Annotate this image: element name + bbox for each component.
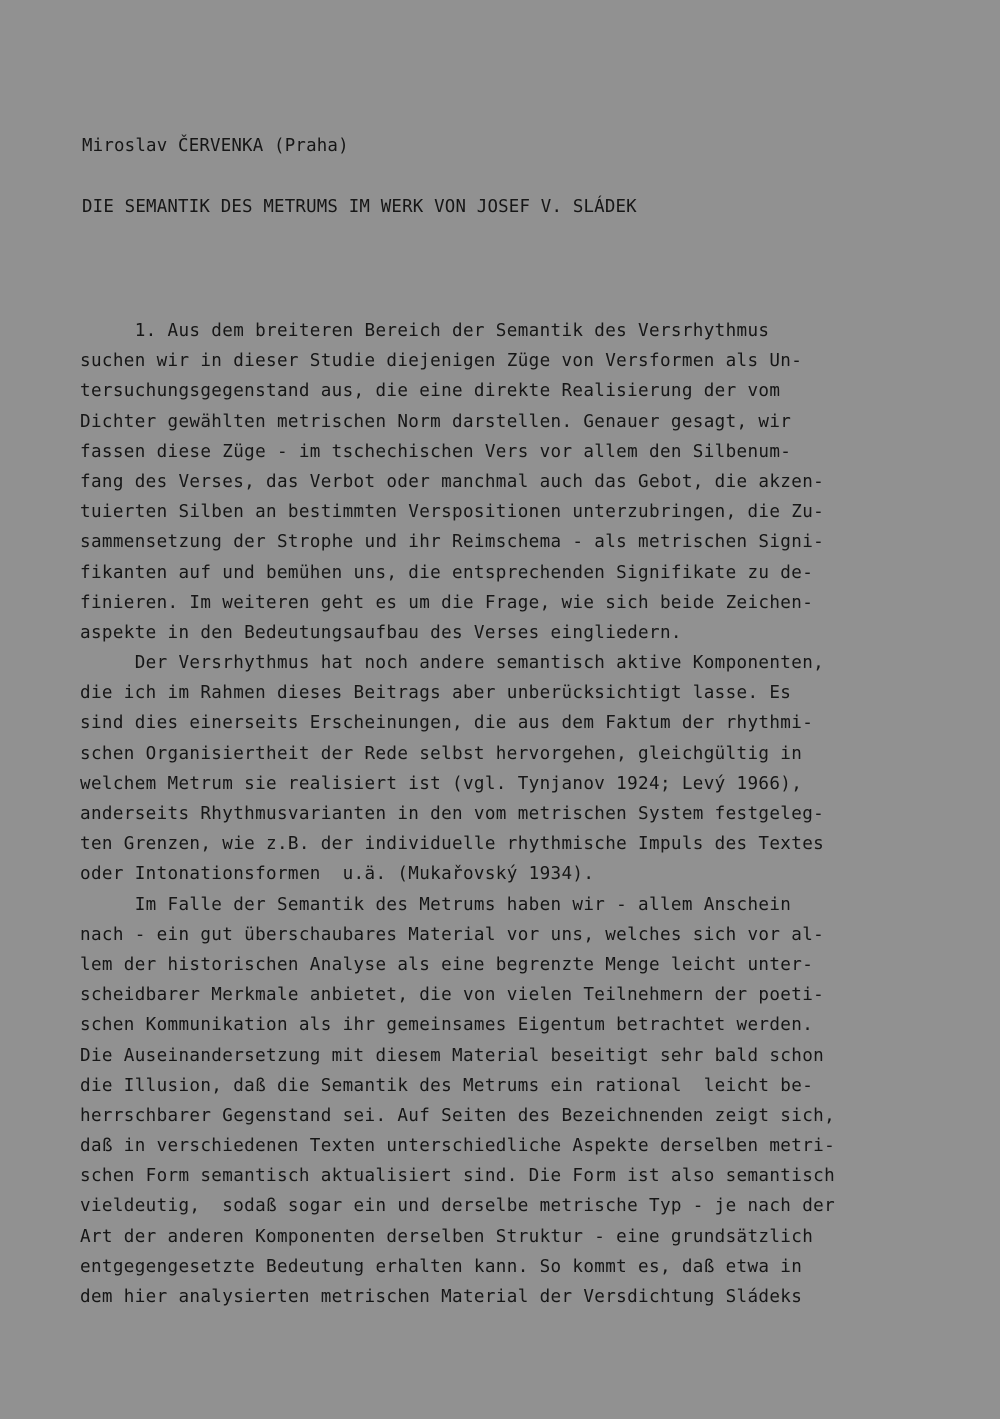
text-line: welchem Metrum sie realisiert ist (vgl. Tynjanov 1924; Levý 1966), xyxy=(80,773,803,794)
text-line: schen Form semantisch aktualisiert sind. Die Form ist also semantisch xyxy=(80,1166,836,1187)
text-line: sind dies einerseits Erscheinungen, die aus dem Faktum der rhythmi- xyxy=(80,713,814,734)
text-line: schen Organisiertheit der Rede selbst hervorgehen, gleichgültig in xyxy=(80,743,803,764)
text-line: lem der historischen Analyse als eine begrenzte Menge leicht unter- xyxy=(80,954,814,975)
text-line: tersuchungsgegenstand aus, die eine direkte Realisierung der vom xyxy=(80,381,781,402)
text-line: Die Auseinandersetzung mit diesem Material beseitigt sehr bald schon xyxy=(80,1045,825,1066)
text-line: scheidbarer Merkmale anbietet, die von vielen Teilnehmern der poeti- xyxy=(80,985,825,1006)
text-line: vieldeutig, sodaß sogar ein und derselbe metrische Typ - je nach der xyxy=(80,1196,836,1217)
text-line: finieren. Im weiteren geht es um die Frage, wie sich beide Zeichen- xyxy=(80,592,814,613)
text-line: fikanten auf und bemühen uns, die entsprechenden Signifikate zu de- xyxy=(80,562,814,583)
text-line: Art der anderen Komponenten derselben Struktur - eine grundsätzlich xyxy=(80,1226,814,1247)
text-line: tuierten Silben an bestimmten Verspositionen unterzubringen, die Zu- xyxy=(80,502,825,523)
text-line: entgegengesetzte Bedeutung erhalten kann. So kommt es, daß etwa in xyxy=(80,1256,803,1277)
text-line: die ich im Rahmen dieses Beitrags aber unberücksichtigt lasse. Es xyxy=(80,683,792,704)
text-line: 1. Aus dem breiteren Bereich der Semantik des Versrhythmus xyxy=(80,321,770,341)
text-line: Dichter gewählten metrischen Norm darstellen. Genauer gesagt, wir xyxy=(80,411,792,432)
text-line: anderseits Rhythmusvarianten in den vom metrischen System festgeleg- xyxy=(80,804,825,824)
text-line: ten Grenzen, wie z.B. der individuelle rhythmische Impuls des Textes xyxy=(80,834,825,855)
author-line: Miroslav ČERVENKA (Praha) xyxy=(82,136,349,156)
text-line: fassen diese Züge - im tschechischen Vers vor allem den Silbenum- xyxy=(80,441,792,462)
text-line: aspekte in den Bedeutungsaufbau des Verses eingliedern. xyxy=(80,622,682,643)
text-line: suchen wir in dieser Studie diejenigen Züge von Versformen als Un- xyxy=(80,351,803,372)
text-line: Im Falle der Semantik des Metrums haben wir - allem Anschein xyxy=(80,894,792,915)
text-line: herrschbarer Gegenstand sei. Auf Seiten des Bezeichnenden zeigt sich, xyxy=(80,1105,836,1126)
text-line: schen Kommunikation als ihr gemeinsames Eigentum betrachtet werden. xyxy=(80,1015,814,1036)
text-line: fang des Verses, das Verbot oder manchmal auch das Gebot, die akzen- xyxy=(80,471,825,492)
paper-title: DIE SEMANTIK DES METRUMS IM WERK VON JOSEF V. SLÁDEK xyxy=(82,197,637,217)
body-text xyxy=(80,316,930,1312)
text-line: dem hier analysierten metrischen Material der Versdichtung Sládeks xyxy=(80,1287,803,1307)
text-line: nach - ein gut überschaubares Material vor uns, welches sich vor al- xyxy=(80,924,825,945)
text-line: sammensetzung der Strophe und ihr Reimschema - als metrischen Signi- xyxy=(80,532,825,553)
text-line: die Illusion, daß die Semantik des Metrums ein rational leicht be- xyxy=(80,1075,814,1096)
text-line: oder Intonationsformen u.ä. (Mukařovský 1934). xyxy=(80,864,595,885)
text-line: daß in verschiedenen Texten unterschiedliche Aspekte derselben metri- xyxy=(80,1136,836,1157)
text-line: Der Versrhythmus hat noch andere semantisch aktive Komponenten, xyxy=(80,653,825,674)
